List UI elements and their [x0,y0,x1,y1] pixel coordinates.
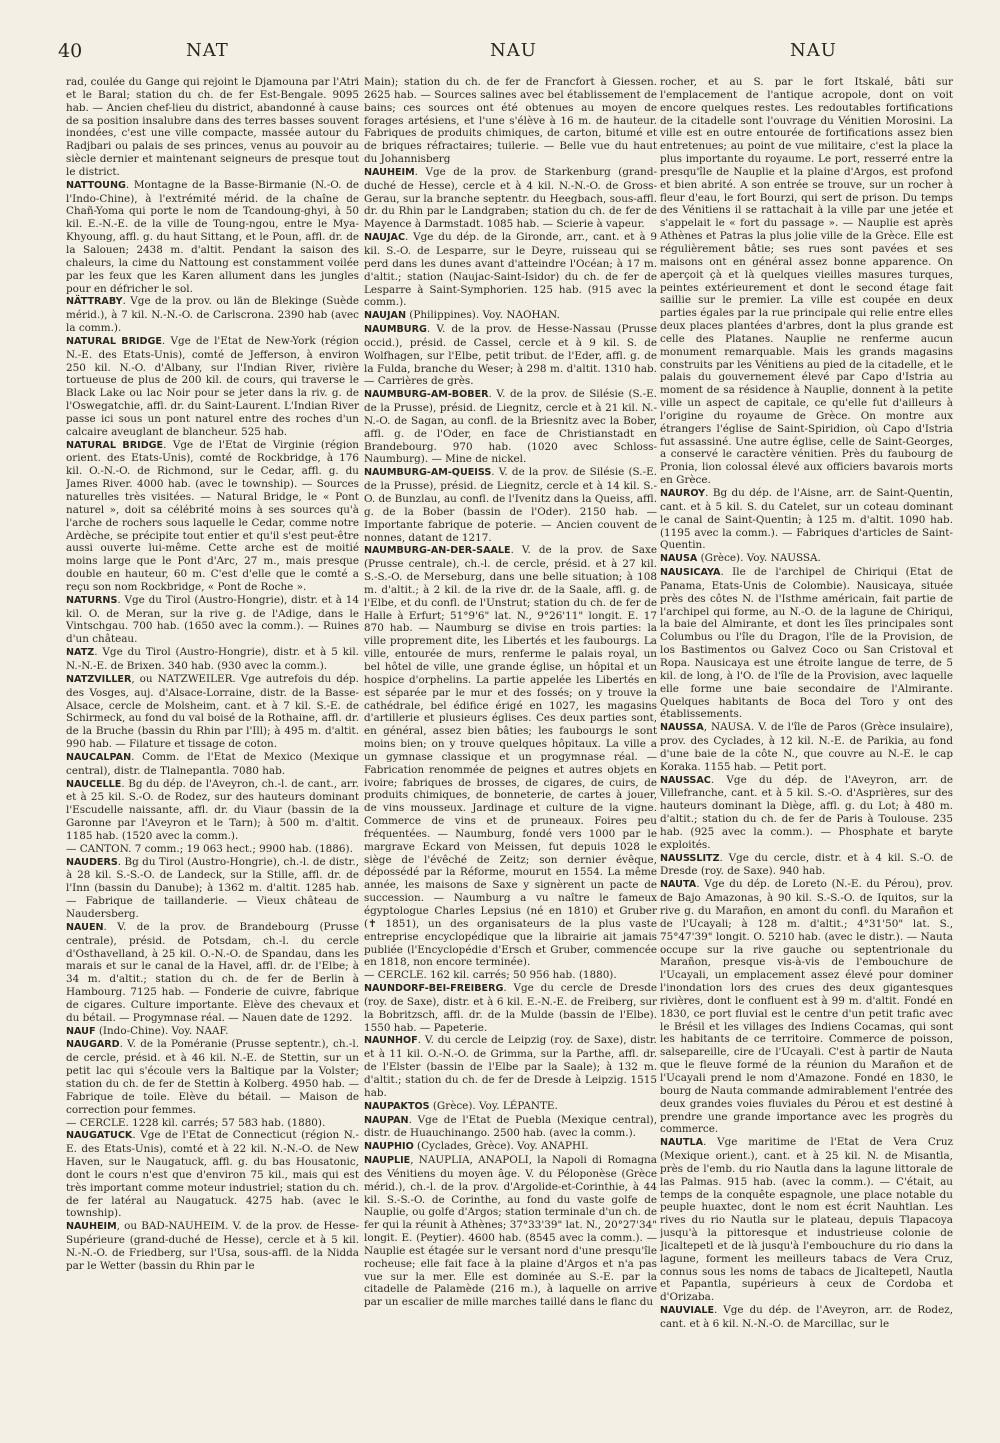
page-number: 40 [58,40,83,62]
entry-headword: NAUPHIO [364,1141,414,1153]
dictionary-entry [660,566,953,721]
column-left [66,76,359,1426]
entry-headword: NAUNDORF-BEI-FREIBERG [364,983,504,995]
header-center-word: NAU [490,40,537,61]
entry-text: . Ile de l'archipel de Chiriqui (Etat de Panama, Etats-Unis de Colombie). Nausicaya, située près des côtes N. de l'Isthme américain, fait partie de l'archipel qui forme, au N.-O. de la lagune de Chiriqui, la baie del Almirante, et dont les îles principales sont Columbus ou l'île du Dragon, l'île de la Provision, de los Bastimentos ou Galvez Coco ou San Cristoval et Ropa. Nausicaya est une étroite langue de terre, de 5 kil. de long, à l'O. de l'île de la Provision, avec laquelle elle forme une baie secondaire de l'Almirante. Quelques habitants de Boca del Toro y ont des établissements. [660,566,953,721]
entry-text: , NAUPLIA, ANAPOLI, la Napoli di Romagna des Vénitiens du moyen âge. V. du Péloponèse (Grèce mérid.), ch.-l. de la prov. d'Argolide-et-Corinthie, à 44 kil. S.-S.-O. de Corinthe, au fond du vaste golfe de Nauplie, ou golfe d'Argos; station terminale d'un ch. de fer qui la réunit à Athènes; 37°33'39" lat. N., 20°27'34" longit. E. (Peytier). 4600 hab. (8545 avec la comm.). — Nauplie est étagée sur le versant nord d'une presqu'île rocheuse; elle fait face à la plaine d'Argos et n'a pas vue sur la mer. Elle est dominée au S.-E. par la citadelle de Palamède (216 m.), à laquelle on arrive par un escalier de mille marches taillé dans le flanc du [364,1154,657,1309]
dictionary-entry [66,1117,359,1130]
entry-text: . Vge du dép. de l'Aveyron, arr. de Villefranche, cant. et à 5 kil. S.-O. d'Asprières, sur des hauteurs dominant la Diège, affl. g. du Lot; à 480 m. d'altit.; station du ch. de fer de Paris à Toulouse. 235 hab. (925 avec la comm.). — Phosphate et baryte exploités. [660,773,953,851]
dictionary-entry [364,309,657,323]
entry-text: . V. de la prov. de Hesse-Nassau (Prusse occid.), présid. de Cassel, cercle et à 9 kil. S. de Wolfhagen, sur l'Elbe, petit tribut. de l'Eder, affl. g. de la Fulda, branche du Weser; à 298 m. d'altit. 1310 hab. — Carrières de grès. [364,323,657,388]
entry-headword: NAUEN [66,921,104,933]
dictionary-entry [364,1114,657,1141]
entry-text: , ou NATZWEILER. Vge autrefois du dép. des Vosges, auj. d'Alsace-Lorraine, distr. de la Basse-Alsace, cercle de Molsheim, cant. et à 7 kil. S.-E. de Schirmeck, au fond du val boisé de la Rothaine, affl. dr. de la Bruche (bassin du Rhin par l'Ill); à 495 m. d'altit. 990 hab. — Filature et tissage de coton. [66,672,359,751]
entry-headword: NAUPLIE [364,1155,411,1167]
dictionary-entry [660,774,953,852]
header-left-word: NAT [186,40,229,61]
entry-text: . Vge du Tirol (Austro-Hongrie), distr. et à 5 kil. N.-N.-E. de Brixen. 340 hab. (930 avec la comm.). [66,646,359,672]
entry-text: (Cyclades, Grèce). Voy. ANAPHI. [413,1140,589,1153]
entry-headword: NAUJAC [364,232,405,244]
dictionary-entry [66,179,359,296]
dictionary-entry [66,856,359,921]
entry-headword: NAUGARD [66,1039,120,1051]
dictionary-entry [66,439,359,594]
entry-text: . Vge du dép. de l'Aveyron, arr. de Rodez, cant. et à 6 kil. N.-N.-O. de Marcillac, sur le [660,1304,953,1330]
entry-headword: NAUROY [660,488,706,499]
entry-text: Main); station du ch. de fer de Francfort à Giessen. 2625 hab. — Sources salines avec bel établissement de bains; ces sources ont été obtenues au moyen de forages artésiens, et l'une s'élève à 16 m. de hauteur. Fabriques de produits chimiques, de carton, bitumé et de briques réfractaires; tuilerie. — Belle vue du haut du Johannisberg [364,76,657,166]
entry-text: . V. de la prov. de Saxe (Prusse centrale), ch.-l. de cercle, présid. et à 27 kil. S.-S.-O. de Merseburg, dans une belle situation; à 108 m. d'altit.; à 2 kil. de la rive dr. de la Saale, affl. g. de l'Elbe, et du confl. de l'Unstrut; station du ch. de fer de Halle à Erfurt; 51°9'6" lat. N., 9°26'11" longit. E. 17 870 hab. — Naumburg se divise en trois parties: la ville proprement dite, les Libertés et les faubourgs. La ville, entourée de murs, renferme le palais royal, un bel hôtel de ville, une grande église, un hôpital et un hospice d'orphelins. La partie appelée les Libertés en est séparée par le mur et des fossés; on y trouve la cathédrale, bel édifice érigé en 1027, les magasins d'artillerie et plusieurs églises. Ces deux parties sont, en général, assez bien bâties; les faubourgs le sont moins bien; on y trouve quelques hôpitaux. La ville a un gymnase classique et un progymnase réal. — Fabrication renommée de peignes et autres objets en ivoire; fabriques de brosses, de cigares, de cuirs, de produits chimiques, de bonneterie, de cartes à jouer, de vins mousseux. Jardinage et culture de la vigne. Commerce de vins et de pruneaux. Foires peu fréquentées. — Naumburg, fondé vers 1000 par le margrave Eckard von Meissen, fut depuis 1028 le siège de l'évêché de Zeitz; son dernier évêque, dépossédé par la Réforme, mourut en 1554. La même année, les maisons de Saxe y signèrent un pacte de succession. — Naumburg a vu naître le fameux égyptologue Charles Lepsius (né en 1810) et Gruber (✝ 1851), un des organisateurs de la plus vaste entreprise encyclopédique que la librairie ait jamais publiée (l'Encyclopédie d'Ersch et Gruber, commencée en 1818, non encore terminée). [364,544,657,969]
entry-headword: NAUTA [660,879,697,891]
entry-headword: NATURNS [66,594,118,606]
entry-text: . V. de la prov. de Silésie (S.-E. de la Prusse), présid. de Liegnitz, cercle et à 21 kil. N.-N.-O. de Sagan, au confl. de la Briesnitz avec la Bober, affl. g. de l'Oder, en face de Christianstadt en Brandebourg. 970 hab. (1020 avec Schloss-Naumburg). — Mine de nickel. [364,388,657,466]
entry-text: . Montagne de la Basse-Birmanie (N.-O. de l'Indo-Chine), à l'extrémité mérid. de la chaîne de Chañ-Yoma qui porte le nom de Tcandoung-ghyi, à 50 kil. E.-N.-E. de la ville de Toung-ngou, entre le Mya-Khyoung, affl. g. du haut Sittang, et le Poun, affl. dr. de la Salouen; 2438 m. d'altit. Pendant la saison des chaleurs, la cime du Nattoung est constamment voilée par les feux que les Karen allument dans les jungles pour en défricher le sol. [66,178,359,295]
entry-headword: NAUSICAYA [660,567,721,579]
entry-headword: NAUHEIM [364,166,415,178]
dictionary-entry [66,1220,359,1272]
dictionary-entry [364,1140,657,1154]
entry-text: rocher, et au S. par le fort Itskalé, bâti sur l'emplacement de l'antique acropole, dont on voit encore quelques restes. Les redoutables fortifications de la citadelle sont l'ouvrage du Vénitien Morosini. La ville est en outre entourée de fortifications assez bien entretenues; au point de vue militaire, c'est la place la plus importante du royaume. Le port, resserré entre la presqu'île de Nauplie et la plaine d'Argos, est profond et bien abrité. A son entrée se trouve, sur un rocher à fleur d'eau, le fort Bourzi, qui sert de prison. Du temps des Vénitiens il se rattachait à la ville par une jetée et s'appelait le « fort du passage ». — Nauplie est après Athènes et Patras la plus jolie ville de la Grèce. Elle est régulièrement bâtie; ses rues sont pavées et ses maisons ont en général assez bonne apparence. On aperçoit çà et là quelques vieilles masures turques, peintes extérieurement et dont le second étage fait saillie sur le premier. La ville est coupée en deux parties égales par la rue principale qui relie entre elles deux places plantées d'arbres, dont la plus grande est celle des Platanes. Nauplie ne renferme aucun monument remarquable. Mais les grands magasins construits par les Vénitiens au pied de la citadelle, et le palais du gouvernement élevé par Capo d'Istria au moment de sa résidence à Nauplie, donnent à la petite ville un aspect de capitale, ce qu'elle fut d'ailleurs à l'origine du royaume de Grèce. On montre aux étrangers l'église de Saint-Spiridion, où Capo d'Istria fut assassiné. Une autre église, celle de Saint-Georges, a conservé le caractère vénitien. Près du faubourg de Pronia, lion colossal élevé aux officiers bavarois morts en Grèce. [660,76,953,487]
entry-headword: NAUPAKTOS [364,1100,430,1112]
entry-headword: NAUSSA [660,722,704,734]
entry-headword: NATZVILLER [66,673,132,685]
entry-text: . Vge de l'Etat de New-York (région N.-E. des Etats-Unis), comté de Jefferson, à environ 250 kil. N.-O. d'Albany, sur l'Indian River, rivière tortueuse de plus de 200 kil. de cours, qui traverse le Black Lake ou lac Noir pour se jeter dans la riv. g. de l'Oswegatchie, affl. dr. du Saint-Laurent. L'Indian River passe ici sous un pont naturel entre des roches d'un calcaire aveuglant de blancheur. 525 hab. [66,334,359,438]
entry-text: (Indo-Chine). Voy. NAAF. [95,1024,229,1037]
entry-headword: NAUMBURG [364,324,427,336]
running-header [0,40,1000,70]
entry-headword: NATURAL BRIDGE [66,335,162,347]
entry-headword: NAUF [66,1025,96,1037]
dictionary-entry [364,1100,657,1114]
dictionary-entry [66,335,359,439]
entry-text: . Vge maritime de l'Etat de Vera Cruz (Mexique orient.), cant. et à 25 kil. N. de Misantla, près de l'emb. du rio Nautla dans la lagune littorale de las Palmas. 915 hab. (avec la comm.). — C'était, au temps de la conquête espagnole, une place notable du peuple huaxtec, dont le nom est écrit Nauhtlan. Les rives du rio Nautla sur le plateau, depuis Tlapacoya jusqu'à la pittoresque et industrieuse colonie de Jicaltepetl et de là jusqu'à l'embouchure du rio dans la lagune, forment les meilleurs tabacs de Vera Cruz, connus sous les noms de tabacs de Jicaltepetl, Nautla et Papantla, supérieurs à ceux de Cordoba et d'Orizaba. [660,1136,953,1304]
entry-text: . Vge du cercle, distr. et à 4 kil. S.-O. de Dresde (roy. de Saxe). 940 hab. [660,851,953,878]
dictionary-entry [660,487,953,552]
entry-text: — CERCLE. 162 kil. carrés; 50 956 hab. (1880). [364,969,617,982]
dictionary-entry [364,76,657,166]
dictionary-entry [364,1154,657,1309]
entry-headword: NAUCALPAN [66,751,132,763]
entry-text: — CANTON. 7 comm.; 19 063 hect.; 9900 hab. (1886). [66,842,353,855]
dictionary-entry [66,778,359,843]
entry-text: . Bg du Tirol (Austro-Hongrie), ch.-l. de distr., à 28 kil. S.-S.-O. de Landeck, sur la Stille, affl. dr. de l'Inn (bassin du Danube); à 1362 m. d'altit. 1285 hab. — Fabrique de taillanderie. — Vieux château de Naudersberg. [66,855,359,920]
entry-text: . V. du cercle de Leipzig (roy. de Saxe), distr. et à 11 kil. O.-N.-O. de Grimma, sur la Parthe, affl. dr. de l'Elster (bassin de l'Elbe par la Saale); à 132 m. d'altit.; station du ch. de fer de Dresde à Leipzig. 1515 hab. [364,1034,657,1099]
entry-headword: NATZ [66,647,95,659]
entry-text: — CERCLE. 1228 kil. carrés; 57 583 hab. (1880). [66,1116,326,1129]
entry-text: (Grèce). Voy. NAUSSA. [697,552,821,565]
entry-text: . V. de la prov. de Silésie (S.-E. de la Prusse), présid. de Liegnitz, cercle et à 14 kil. S.-O. de Bunzlau, au confl. de l'Ivenitz dans la Queiss, affl. g. de la Bober (bassin de l'Oder). 2150 hab. — Importante fabrique de poterie. — Ancien couvent de nonnes, datant de 1217. [364,466,657,544]
dictionary-entry [66,1025,359,1039]
entry-text: . Vge de l'Etat de Connecticut (région N.-E. des Etats-Unis), comté et à 22 kil. N.-N.-O. de New Haven, sur le Naugatuck, affl. g. du bas Housatonic, dont le cours n'est que d'environ 75 kil., mais qui est très important comme moteur industriel; station du ch. de fer latéral au Naugatuck. 4275 hab. (avec le township). [66,1129,359,1220]
entry-headword: NAUHEIM [66,1221,117,1233]
entry-headword: NAUVIALE [660,1305,715,1317]
column-middle [364,76,657,1426]
entry-headword: NAUMBURG-AN-DER-SAALE [364,545,511,557]
dictionary-entry [66,1038,359,1116]
entry-text: . V. de la Poméranie (Prusse septentr.), ch.-l. de cercle, présid. et à 46 kil. N.-E. de Stettin, sur un petit lac qui s'écoule vers la Baltique par la Volster; station du ch. de fer de Stettin à Kolberg. 4950 hab. — Fabrique de toile. Elève du bétail. — Maison de correction pour femmes. [66,1038,359,1116]
dictionary-entry [66,921,359,1025]
column-right [660,76,953,1426]
entry-text: . Vge de l'Etat de Virginie (région orient. des Etats-Unis), comté de Rockbridge, à 176 kil. O.-N.-O. de Richmond, sur le Cedar, affl. g. du James River. 4000 hab. (avec le township). — Sources naturelles très visitées. — Natural Bridge, le « Pont naturel », doit sa célébrité moins à ses sources qu'à l'arche de rochers sous laquelle le Cedar, comme notre Ardèche, se précipite tout entier et qu'il s'est peut-être aussi ouverte lui-même. Cette arche est de moitié moins large que le Pont d'Arc, 27 m., mais presque double en hauteur, 60 m. C'est d'elle que le comté a reçu son nom Rockbridge, « Pont de Roche ». [66,438,359,593]
dictionary-entry [66,843,359,856]
entry-headword: NAUSSAC [660,774,711,786]
dictionary-entry [66,751,359,778]
dictionary-entry [364,388,657,466]
entry-text: , NAUSA. V. de l'île de Paros (Grèce insulaire), prov. des Cyclades, à 12 kil. N.-E. de Parikia, au fond d'une baie de la côte N., que couvre au N.-E. le cap Koraka. 1155 hab. — Petit port. [660,721,953,773]
dictionary-entry [660,76,953,487]
entry-headword: NAUSSLITZ [660,852,720,864]
dictionary-entry [364,544,657,969]
dictionary-entry [660,852,953,879]
entry-headword: NAUSA [660,553,698,565]
dictionary-entry [364,1034,657,1099]
entry-headword: NAUMBURG-AM-QUEISS [364,467,492,479]
dictionary-entry [660,1136,953,1304]
entry-headword: NAUTLA [660,1137,704,1149]
entry-text: . Vge de l'Etat de Puebla (Mexique central), distr. de Huauchinango. 2500 hab. (avec la comm.). [364,1113,657,1140]
entry-text: . Vge du cercle de Dresde (roy. de Saxe), distr. et à 6 kil. E.-N.-E. de Freiberg, sur la Bobritzsch, affl. dr. de la Mulde (bassin de l'Elbe). 1550 hab. — Papeterie. [364,982,657,1034]
dictionary-entry [364,466,657,544]
entry-text: . Vge de la prov. de Starkenburg (grand-duché de Hesse), cercle et à 4 kil. N.-N.-O. de Gross-Gerau, sur la branche septentr. du Heegbach, sous-affl. dr. du Rhin par le Landgraben; station du ch. de fer de Mayence à Darmstadt. 1085 hab. — Scierie à vapeur. [364,165,657,231]
dictionary-entry [364,323,657,388]
entry-text: . Vge du dép. de Loreto (N.-E. du Pérou), prov. de Bajo Amazonas, à 90 kil. S.-S.-O. de Iquitos, sur la rive g. du Marañon, en amont du confl. du Marañon et de l'Ucayali; à 128 m. d'altit.; 4°31'50" lat. S., 75°47'39" longit. O. 5210 hab. (avec le distr.). — Nauta occupe sur la rive gauche ou septentrionale du Marañon, presque vis-à-vis de l'embouchure de l'Ucayali, un emplacement assez élevé pour dominer l'inondation lors des crues des deux gigantesques rivières, dont le confluent est à 99 m. d'altit. Fondé en 1830, ce port fluvial est le centre d'un petit trafic avec le Brésil et les villages des Indiens Cocamas, qui sont les habitants de ce territoire. Commerce de poisson, salsepareille, cire de l'Ucayali. C'est à partir de Nauta que le fleuve formé de la réunion du Marañon et de l'Ucayali prend le nom d'Amazone. Fondé en 1830, le bourg de Nauta commande admirablement l'entrée des deux grandes voies fluviales du Pérou et est destiné à prendre une grande importance avec les progrès du commerce. [660,878,953,1136]
entry-text: , ou BAD-NAUHEIM. V. de la prov. de Hesse-Supérieure (grand-duché de Hesse), cercle et à 5 kil. N.-N.-O. de Friedberg, sur l'Usa, sous-affl. de la Nidda par le Wetter (bassin du Rhin par le [66,1220,359,1272]
dictionary-entry [66,646,359,673]
entry-headword: NAUMBURG-AM-BOBER [364,389,489,401]
entry-headword: NAUJAN [364,310,406,322]
entry-headword: NAUGATUCK [66,1130,133,1142]
dictionary-entry [660,878,953,1136]
dictionary-entry [660,1304,953,1331]
dictionary-entry [660,721,953,773]
entry-text: . Vge du Tirol (Austro-Hongrie), distr. et à 14 kil. O. de Meran, sur la rive g. de l'Adige, dans le Vintschgau. 700 hab. (1650 avec la comm.). — Ruines d'un château. [66,593,359,646]
dictionary-entry [364,231,657,309]
entry-text: . Bg du dép. de l'Aisne, arr. de Saint-Quentin, cant. et à 5 kil. S. du Catelet, sur un coteau dominant le canal de Saint-Quentin; à 125 m. d'altit. 1090 hab. (1195 avec la comm.). — Fabriques d'articles de Saint-Quentin. [660,487,953,552]
entry-text: . Bg du dép. de l'Aveyron, ch.-l. de cant., arr. et à 25 kil. S.-O. de Rodez, sur des hauteurs dominant l'Escudelle naissante, affl. dr. du Viaur (bassin de la Garonne par l'Aveyron et le Tarn); à 500 m. d'altit. 1185 hab. (1520 avec la comm.). [66,777,359,842]
dictionary-entry [364,982,657,1034]
dictionary-entry [66,594,359,646]
entry-headword: NÄTTRABY [66,296,123,308]
entry-text: (Philippines). Voy. NAOHAN. [405,309,560,322]
header-right-word: NAU [790,40,837,61]
entry-headword: NAUDERS [66,856,118,868]
entry-headword: NATTOUNG [66,179,126,191]
dictionary-entry [364,166,657,231]
entry-text: . Vge de la prov. ou län de Blekinge (Suède mérid.), à 7 kil. N.-N.-O. de Carlscrona. 2390 hab (avec la comm.). [66,295,359,335]
dictionary-entry [66,295,359,335]
entry-text: . Vge du dép. de la Gironde, arr., cant. et à 9 kil. S.-O. de Lesparre, sur le Deyre, ruisseau qui se perd dans les dunes avant d'atteindre l'Océan; à 17 m. d'altit.; station (Naujac-Saint-Isidor) du ch. de fer de Lesparre à Saint-Symphorien. 125 hab. (915 avec la comm.). [364,231,657,309]
dictionary-entry [364,969,657,982]
dictionary-entry [66,76,359,179]
entry-headword: NAUCELLE [66,778,122,790]
entry-text: . V. de la prov. de Brandebourg (Prusse centrale), présid. de Potsdam, ch.-l. du cercle d'Osthavelland, à 25 kil. O.-N.-O. de Spandau, dans les marais et sur le canal de la Havel, affl. dr. de l'Elbe; à 34 m. d'altit.; station du ch. de fer de Berlin à Hambourg. 7125 hab. — Fonderie de cuivre, fabrique de cigares. Culture importante. Elève des chevaux et du bétail. — Progymnase réal. — Nauen date de 1292. [66,920,359,1024]
dictionary-entry [660,552,953,566]
dictionary-entry [66,1129,359,1220]
entry-text: (Grèce). Voy. LÉPANTE. [429,1099,558,1112]
entry-text: . Comm. de l'Etat de Mexico (Mexique central), distr. de Tlalnepantla. 7080 hab. [66,750,359,777]
entry-text: rad, coulée du Gange qui rejoint le Djamouna par l'Atri et le Baral; station du ch. de fer Est-Bengale. 9095 hab. — Ancien chef-lieu du district, abandonné à cause de sa position insalubre dans des terres basses souvent inondées, c'est une ville compacte, massée autour du Radjbari ou palais de ses princes, venus au pouvoir au siècle dernier et maintenant seigneurs de presque tout le district. [66,76,359,178]
entry-headword: NAUNHOF [364,1035,418,1047]
entry-headword: NAUPAN [364,1114,409,1126]
entry-headword: NATURAL BRIDGE [66,439,164,451]
dictionary-entry [66,673,359,751]
